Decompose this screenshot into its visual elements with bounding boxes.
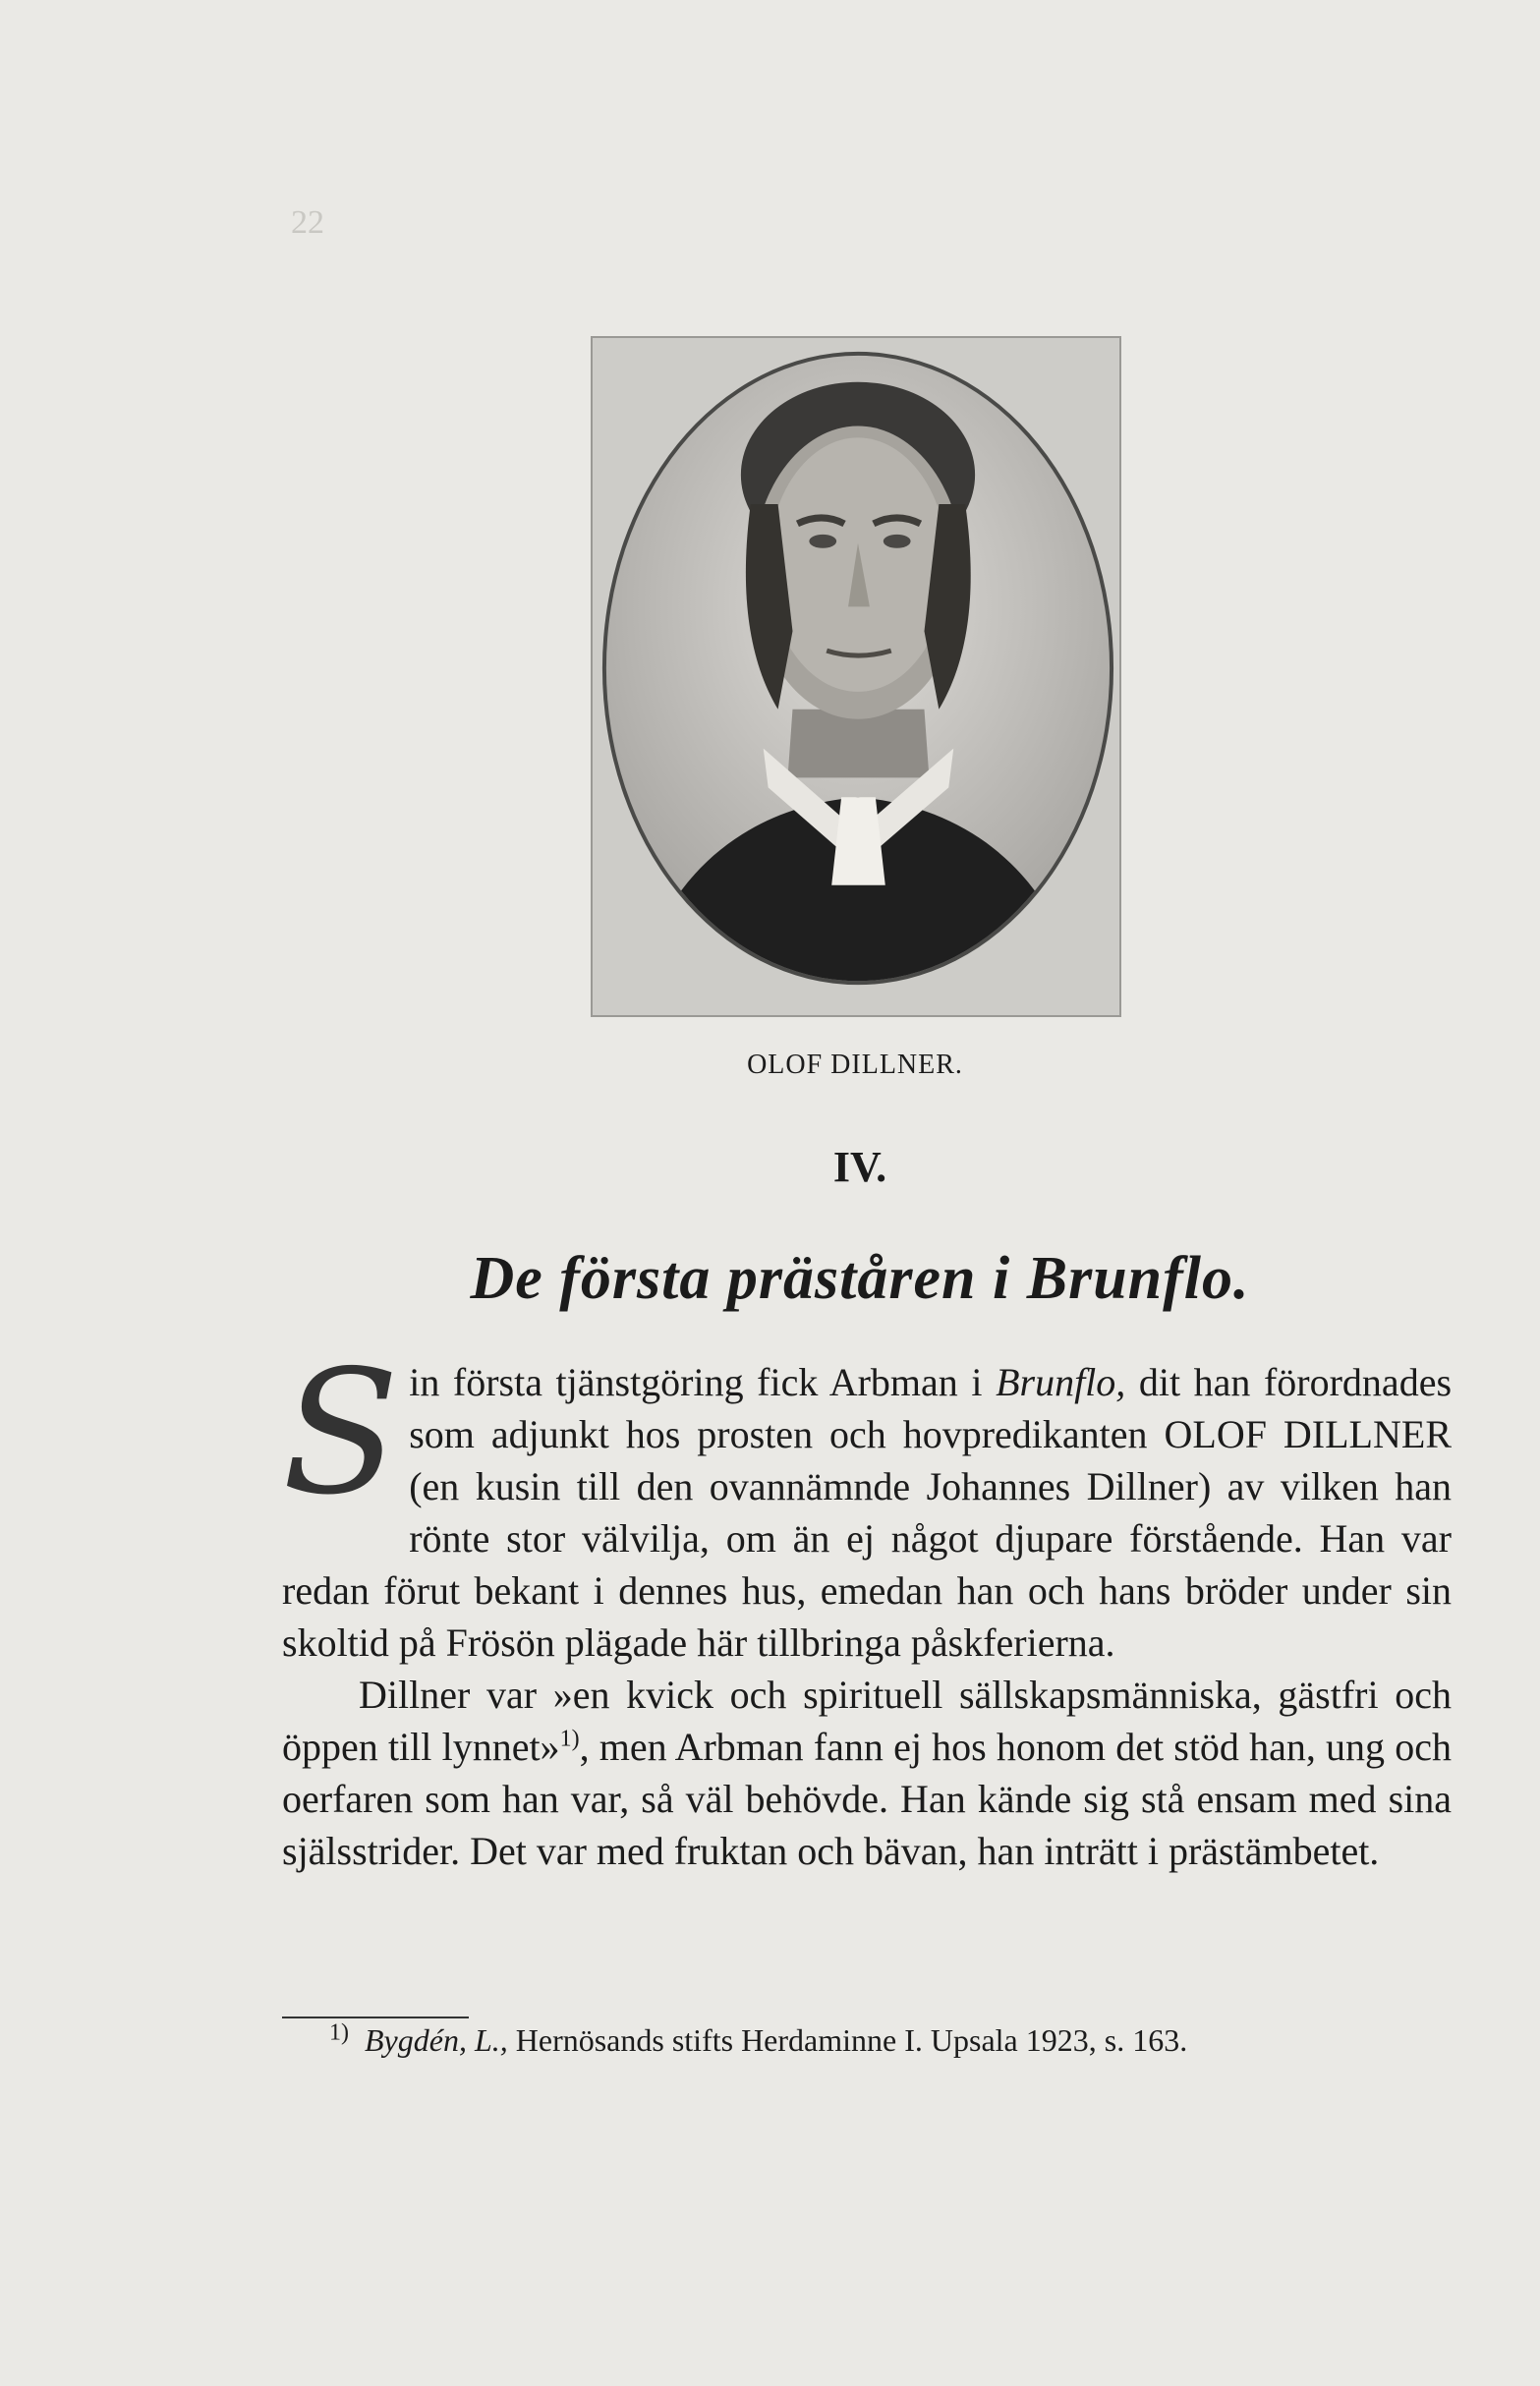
footnote — [329, 2019, 1459, 2059]
place-name-brunflo: Brunflo, — [996, 1360, 1126, 1404]
paragraph-1-text-a: in första tjänstgöring fick Arbman i — [409, 1360, 997, 1404]
footnote-divider — [282, 2017, 469, 2018]
paragraph-2 — [282, 1669, 1452, 1877]
footnote-ref: 1) — [559, 1726, 580, 1752]
footnote-text: Hernösands stifts Herdaminne I. Upsala 1923, s. 163. — [507, 2022, 1188, 2058]
portrait-photo — [591, 336, 1121, 1017]
portrait-caption: OLOF DILLNER. — [747, 1050, 963, 1080]
paragraph-2-text-a: Dillner var »en kvick och spirituell sällskapsmänniska, gästfri och öppen till lynnet» — [282, 1673, 1452, 1769]
paragraph-2-text-b: , men Arbman fann ej hos honom det stöd han, ung och oerfaren som han var, så väl behövde. Han kände sig stå ensam med sina själsstrider. Det var med fruktan och bävan, han inträtt i prästämbetet. — [282, 1725, 1452, 1873]
chapter-title: De första präståren i Brunflo. — [470, 1245, 1250, 1312]
drop-cap: S — [282, 1334, 400, 1533]
portrait-illustration — [593, 338, 1119, 1015]
body-text — [282, 1334, 1453, 1877]
footnote-author: Bygdén, L., — [365, 2022, 508, 2058]
chapter-number: IV. — [832, 1143, 887, 1191]
paragraph-1-text-b: dit han förordnades som adjunkt hos prosten och hovpredikanten OLOF DILLNER (en kusin till den ovannämnde Johannes Dillner) av vilken han rönte stor välvilja, om än ej något djupare förstående. Han var redan förut bekant i dennes hus, emedan han och hans bröder under sin skoltid på Frösön plägade här tillbringa påskferierna. — [282, 1360, 1453, 1665]
footnote-marker: 1) — [329, 2019, 349, 2046]
paragraph-1 — [282, 1334, 1453, 1669]
page-number: 22 — [291, 204, 324, 241]
